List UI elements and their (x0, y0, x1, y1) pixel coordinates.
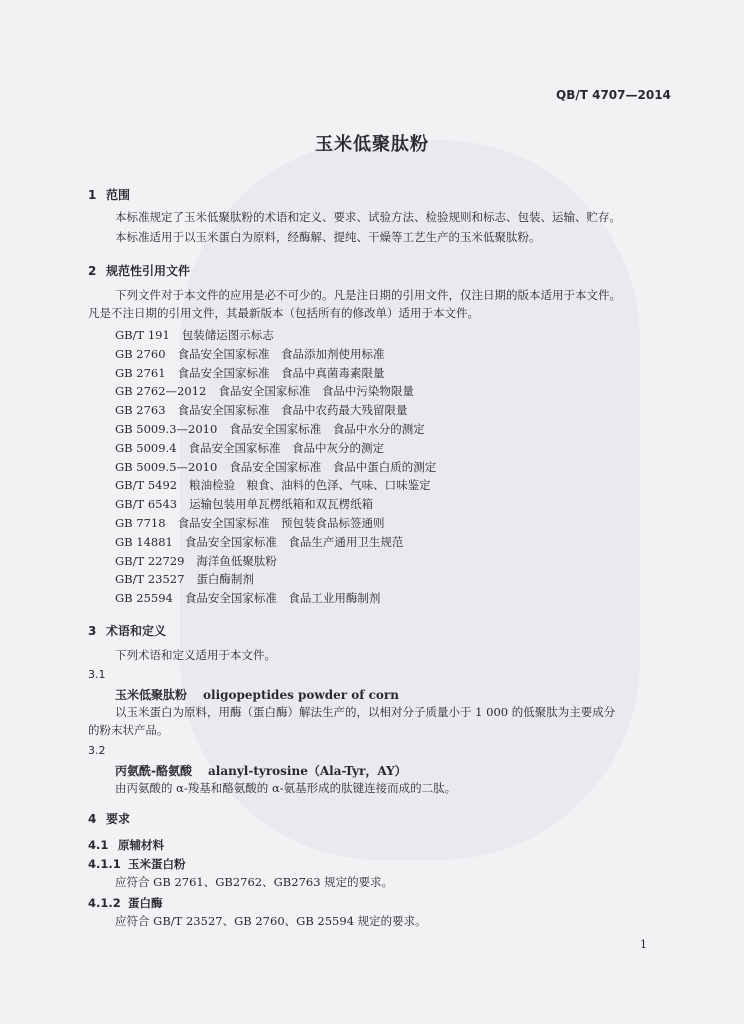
reference-code: GB/T 6543 (115, 497, 178, 512)
subsection-4-1-1-text: 应符合 GB 2761、GB2762、GB2763 规定的要求。 (115, 875, 394, 889)
section-2-intro-2: 凡是不注日期的引用文件，其最新版本（包括所有的修改单）适用于本文件。 (88, 306, 479, 320)
term-3-1-zh: 玉米低聚肽粉 (115, 688, 188, 702)
reference-item (115, 553, 277, 569)
reference-item (115, 440, 384, 456)
reference-title: 食品安全国家标准 食品添加剂使用标准 (177, 346, 385, 361)
term-3-2-definition: 由丙氨酸的 α-羧基和酪氨酸的 α-氨基形成的肽键连接而成的二肽。 (115, 781, 457, 795)
reference-item (115, 402, 408, 418)
reference-item (115, 365, 385, 381)
section-2-intro-1: 下列文件对于本文件的应用是必不可少的。凡是注日期的引用文件，仅注日期的版本适用于本文件。 (115, 288, 621, 302)
reference-title: 食品安全国家标准 食品中农药最大残留限量 (177, 403, 408, 418)
reference-title: 运输包装用单瓦楞纸箱和双瓦楞纸箱 (189, 497, 374, 512)
term-3-2 (115, 762, 407, 779)
reference-item (115, 383, 414, 399)
reference-code: GB/T 22729 (115, 553, 185, 568)
reference-title: 食品安全国家标准 食品生产通用卫生规范 (184, 534, 404, 549)
reference-code: GB 25594 (115, 591, 173, 606)
term-3-1 (115, 686, 399, 703)
reference-item (115, 346, 385, 362)
reference-code: GB 5009.4 (115, 440, 177, 455)
reference-item (115, 327, 274, 343)
reference-code: GB 7718 (115, 516, 166, 530)
term-3-2-en: alanyl-tyrosine（Ala-Tyr，AY） (207, 764, 407, 778)
reference-code: GB 2761 (115, 365, 166, 380)
reference-title: 食品安全国家标准 食品中灰分的测定 (188, 440, 385, 455)
reference-title: 粮油检验 粮食、油料的色泽、气味、口味鉴定 (189, 478, 431, 493)
reference-code: GB 2763 (115, 403, 166, 418)
subsection-heading-4-1: 4.1 原辅材料 (88, 838, 164, 852)
term-number-3-2: 3.2 (88, 744, 106, 757)
page-number: 1 (640, 938, 647, 951)
reference-item (115, 571, 254, 587)
reference-code: GB/T 5492 (115, 478, 178, 493)
reference-item (115, 421, 425, 437)
reference-title: 包装储运图示标志 (181, 328, 274, 342)
subsection-heading-4-1-1: 4.1.1 玉米蛋白粉 (88, 857, 186, 871)
reference-code: GB 14881 (115, 534, 173, 549)
reference-title: 蛋白酶制剂 (196, 572, 254, 587)
reference-item (115, 496, 373, 512)
reference-code: GB/T 191 (115, 328, 170, 342)
term-3-1-en: oligopeptides powder of corn (203, 688, 399, 702)
subsection-4-1-2-text: 应符合 GB/T 23527、GB 2760、GB 25594 规定的要求。 (115, 914, 427, 928)
reference-title: 食品安全国家标准 食品中污染物限量 (218, 384, 414, 399)
term-3-1-definition-line-2: 的粉末状产品。 (88, 723, 169, 737)
section-3-intro: 下列术语和定义适用于本文件。 (115, 648, 276, 662)
reference-title: 食品安全国家标准 食品工业用酶制剂 (184, 591, 381, 606)
reference-title: 食品安全国家标准 食品中蛋白质的测定 (229, 459, 437, 474)
reference-title: 海洋鱼低聚肽粉 (196, 553, 277, 568)
reference-title: 食品安全国家标准 预包装食品标签通则 (177, 516, 385, 530)
reference-title: 食品安全国家标准 食品中真菌毒素限量 (177, 365, 385, 380)
section-heading-2: 2 规范性引用文件 (88, 264, 191, 278)
reference-code: GB 5009.3—2010 (115, 422, 218, 436)
reference-code: GB 2762—2012 (115, 384, 207, 399)
section-heading-3: 3 术语和定义 (88, 624, 167, 638)
term-3-1-definition-line-1: 以玉米蛋白为原料，用酶（蛋白酶）解法生产的，以相对分子质量小于 1 000 的低聚肽为主要成分 (115, 705, 616, 719)
reference-item (115, 477, 431, 493)
term-number-3-1: 3.1 (88, 668, 106, 681)
reference-code: GB 5009.5—2010 (115, 459, 218, 474)
reference-item (115, 534, 403, 550)
section-1-paragraph-2: 本标准适用于以玉米蛋白为原料，经酶解、提纯、干燥等工艺生产的玉米低聚肽粉。 (115, 230, 541, 244)
reference-item (115, 515, 385, 531)
section-1-paragraph-1: 本标准规定了玉米低聚肽粉的术语和定义、要求、试验方法、检验规则和标志、包装、运输、贮存。 (115, 210, 621, 224)
section-heading-1: 1 范围 (88, 188, 131, 202)
reference-code: GB/T 23527 (115, 572, 185, 587)
reference-code: GB 2760 (115, 346, 166, 361)
reference-item (115, 590, 380, 606)
reference-item (115, 459, 436, 475)
page-title: 玉米低聚肽粉 (315, 134, 429, 155)
document-code: QB/T 4707—2014 (556, 88, 671, 102)
section-heading-4: 4 要求 (88, 812, 131, 826)
reference-title: 食品安全国家标准 食品中水分的测定 (229, 422, 425, 436)
term-3-2-zh: 丙氨酰-酪氨酸 (115, 764, 192, 778)
subsection-heading-4-1-2: 4.1.2 蛋白酶 (88, 896, 163, 910)
